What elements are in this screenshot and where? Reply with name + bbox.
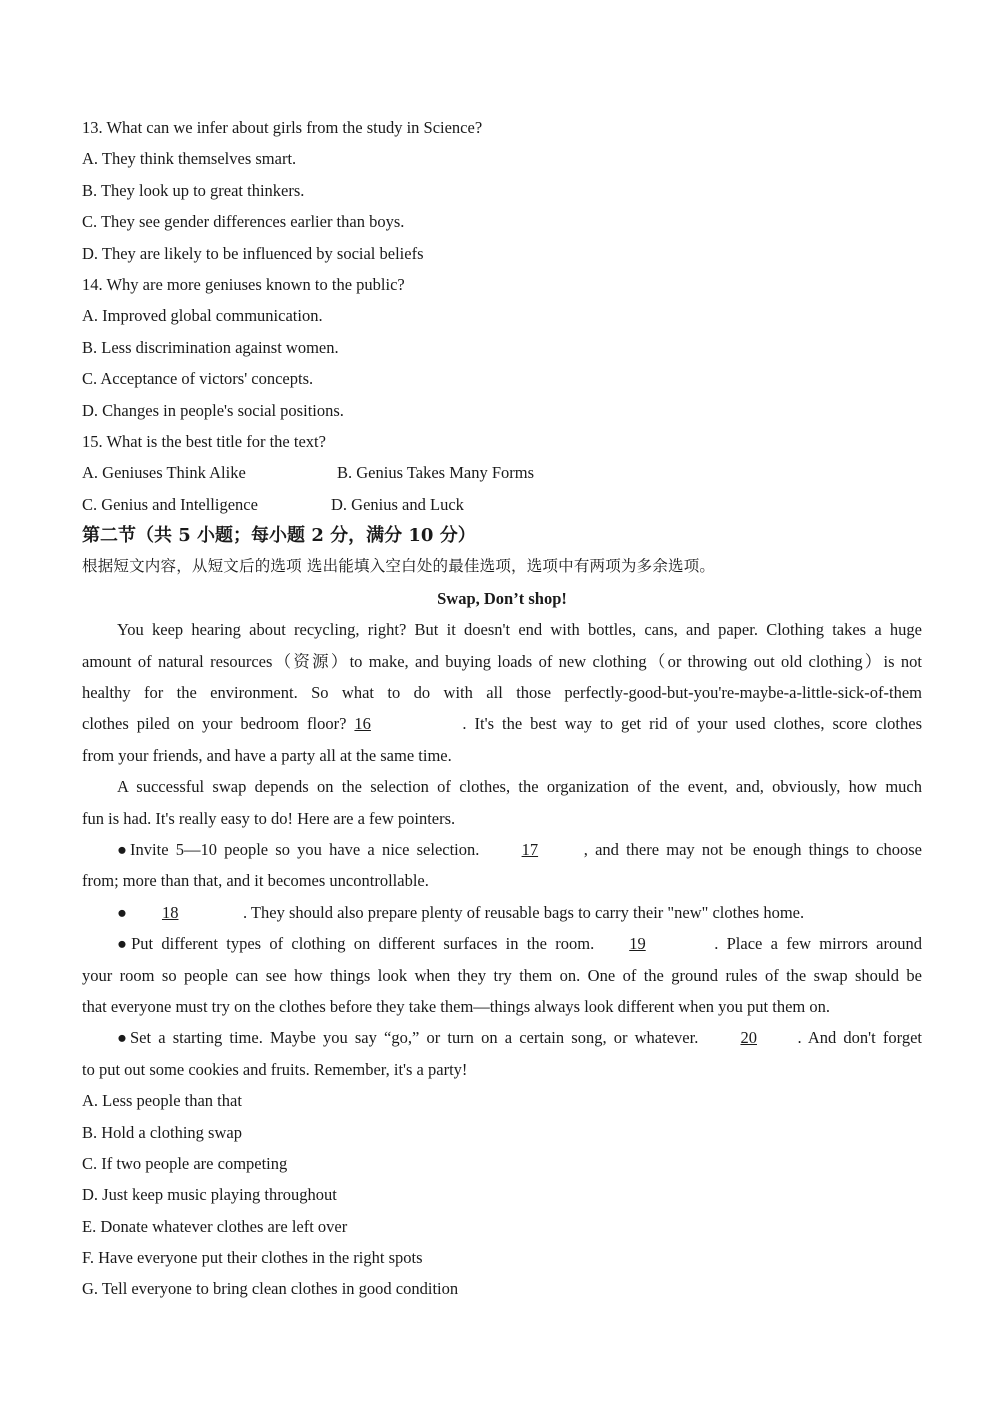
option-d: D. Changes in people's social positions. [82,400,344,420]
passage-line: fun is had. It's really easy to do! Here are a few pointers. [82,808,456,828]
section-heading: 第二节（共 5 小题；每小题 2 分，满分 10 分） [82,525,476,547]
passage-title: Swap, Don’t shop! [437,588,567,608]
blank-16: 16 [354,714,371,734]
passage-line [82,834,922,865]
option-d: D. They are likely to be influenced by social beliefs [82,243,424,263]
document-page [82,112,922,1305]
question-stem: 14. Why are more geniuses known to the public? [82,274,405,294]
option-b: B. Genius Takes Many Forms [337,463,534,483]
option-c: C. Acceptance of victors' concepts. [82,369,314,389]
passage-line: healthy for the environment. So what to do with all those perfectly-good-but-you're-maybe-a-little-sick-of-them [82,683,922,703]
passage-line [82,928,922,959]
passage-line: from your friends, and have a party all at the same time. [82,745,452,765]
option-c: C. They see gender differences earlier than boys. [82,212,405,232]
passage-line [82,897,922,928]
passage-line: that everyone must try on the clothes before they take them—things always look different when you put them on. [82,996,830,1016]
passage-text: ●Put different types of clothing on different surfaces in the room. [117,934,595,954]
section-instruction: 根据短文内容，从短文后的选项 选出能填入空白处的最佳选项，选项中有两项为多余选项。 [82,557,716,576]
passage-line [82,708,922,739]
passage-line: You keep hearing about recycling, right? But it doesn't end with bottles, cans, and paper. Clothing takes a huge [117,620,922,640]
option-c: C. Genius and Intelligence [82,494,258,514]
answer-option-g: G. Tell everyone to bring clean clothes in good condition [82,1279,459,1299]
answer-option-f: F. Have everyone put their clothes in the right spots [82,1248,423,1268]
answer-option-b: B. Hold a clothing swap [82,1122,242,1142]
option-a: A. Geniuses Think Alike [82,463,246,483]
passage-text: ●Set a starting time. Maybe you say “go,” or turn on a certain song, or whatever. [117,1028,706,1048]
passage-line: A successful swap depends on the selection of clothes, the organization of the event, and, obviously, how much [117,777,922,797]
passage-text: . They should also prepare plenty of reusable bags to carry their "new" clothes home. [242,902,805,922]
passage-line: amount of natural resources（资源）to make, and buying loads of new clothing（or throwing out old clothing）is not [82,651,922,671]
passage-line [82,1022,922,1053]
passage-line: from; more than that, and it becomes uncontrollable. [82,871,429,891]
passage-text: ●Invite 5—10 people so you have a nice selection. [117,839,487,859]
passage-text: , and there may not be enough things to choose [576,839,923,859]
passage-text: . Place a few mirrors around [714,934,922,954]
answer-option-c: C. If two people are competing [82,1153,288,1173]
option-b: B. Less discrimination against women. [82,337,339,357]
option-a: A. They think themselves smart. [82,149,297,169]
blank-19: 19 [629,934,646,954]
blank-20: 20 [740,1028,757,1048]
option-b: B. They look up to great thinkers. [82,180,305,200]
blank-18: 18 [161,902,179,922]
blank-17: 17 [521,839,539,859]
bullet: ● [117,902,127,922]
option-d: D. Genius and Luck [331,494,464,514]
passage-line: to put out some cookies and fruits. Remember, it's a party! [82,1059,468,1079]
option-a: A. Improved global communication. [82,306,323,326]
passage-text: clothes piled on your bedroom floor? [82,714,355,734]
passage-text: . And don't forget [797,1028,922,1048]
answer-option-e: E. Donate whatever clothes are left over [82,1216,348,1236]
question-stem: 15. What is the best title for the text? [82,431,326,451]
answer-option-a: A. Less people than that [82,1091,242,1111]
answer-option-d: D. Just keep music playing throughout [82,1185,337,1205]
option-row [82,489,922,520]
option-row [82,457,922,488]
passage-text: . It's the best way to get rid of your used clothes, score clothes [462,714,922,734]
passage-line: your room so people can see how things look when they try them on. One of the ground rules of the swap should be [82,965,922,985]
question-stem: 13. What can we infer about girls from the study in Science? [82,118,483,137]
